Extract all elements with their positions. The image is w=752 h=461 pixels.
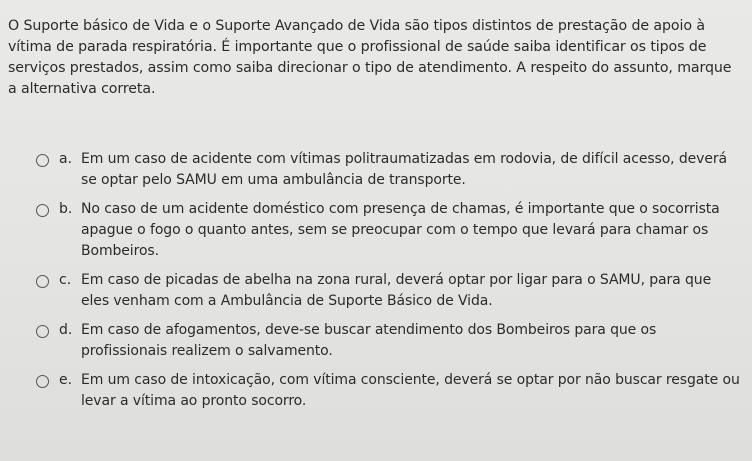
- option-e[interactable]: [36, 370, 742, 412]
- option-letter: c.: [59, 272, 72, 288]
- option-letter: e.: [59, 372, 73, 388]
- radio-button-a[interactable]: [36, 154, 49, 167]
- option-a[interactable]: [36, 149, 742, 191]
- question-text: O Suporte básico de Vida e o Suporte Avançado de Vida são tipos distintos de prestação de apoio à vítima de parada respiratória. É importante que o profissional de saúde saiba identificar os tipos de serviços prestados, assim como saiba direcionar o tipo de atendimento. A respeito do assunto, marque a alternativa correta.: [8, 18, 732, 97]
- radio-button-c[interactable]: [36, 275, 49, 288]
- option-text: Em caso de afogamentos, deve-se buscar atendimento dos Bombeiros para que os profissionais realizem o salvamento.: [81, 322, 657, 359]
- radio-button-b[interactable]: [36, 204, 49, 217]
- radio-button-e[interactable]: [36, 375, 49, 388]
- option-b[interactable]: [36, 199, 742, 262]
- option-letter: b.: [59, 201, 73, 217]
- option-text: Em caso de picadas de abelha na zona rural, deverá optar por ligar para o SAMU, para que eles venham com a Ambulância de Suporte Básico de Vida.: [81, 272, 712, 309]
- option-letter: a.: [59, 151, 73, 167]
- option-letter: d.: [59, 322, 73, 338]
- option-d[interactable]: [36, 320, 742, 362]
- radio-button-d[interactable]: [36, 325, 49, 338]
- answer-options: [36, 149, 742, 420]
- option-text: No caso de um acidente doméstico com presença de chamas, é importante que o socorrista apague o fogo o quanto antes, sem se preocupar com o tempo que levará para chamar os Bombeiros.: [81, 201, 720, 259]
- option-text: Em um caso de intoxicação, com vítima consciente, deverá se optar por não buscar resgate ou levar a vítima ao pronto socorro.: [81, 372, 740, 409]
- option-c[interactable]: [36, 270, 742, 312]
- option-text: Em um caso de acidente com vítimas politraumatizadas em rodovia, de difícil acesso, deverá se optar pelo SAMU em uma ambulância de transporte.: [81, 151, 728, 188]
